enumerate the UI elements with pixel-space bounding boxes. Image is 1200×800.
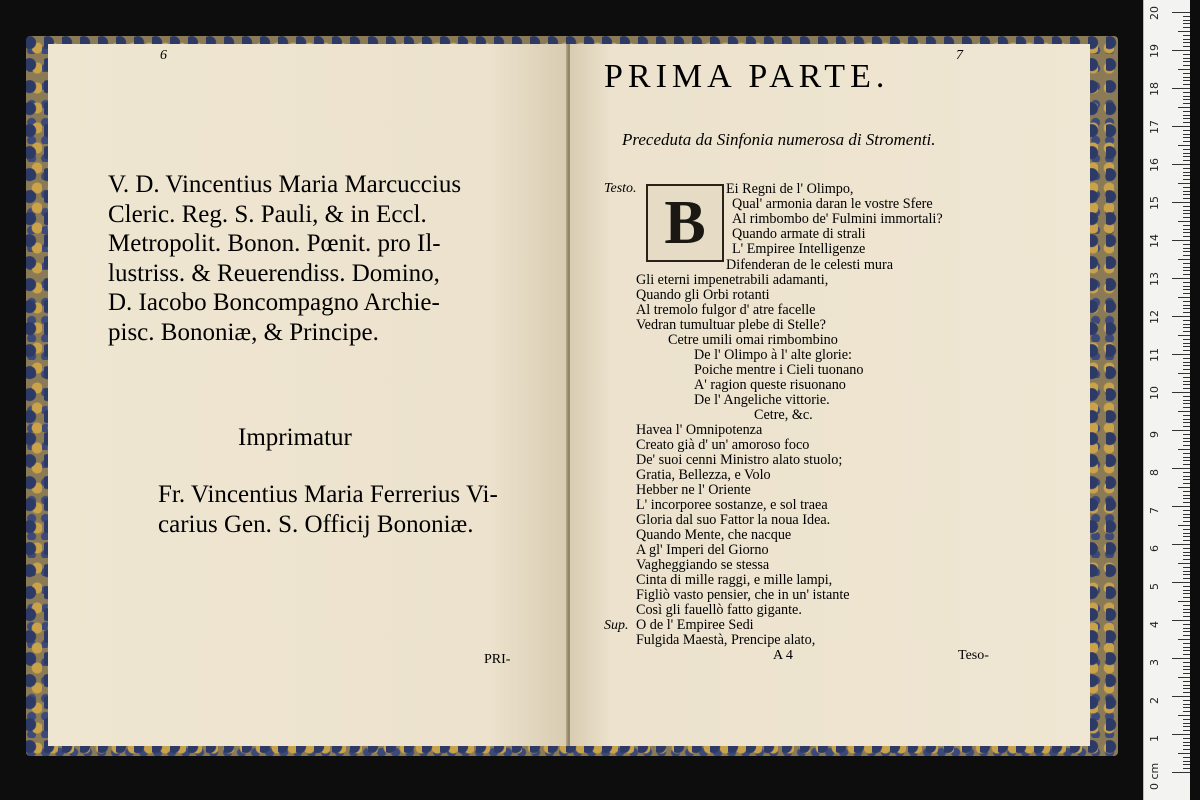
ruler-tick [1178, 753, 1190, 754]
ruler-tick [1183, 103, 1190, 104]
ruler-tick [1183, 571, 1190, 572]
ruler-tick [1183, 719, 1190, 720]
ruler-tick [1183, 631, 1190, 632]
ruler-tick [1178, 525, 1190, 526]
ruler-number: 19 [1148, 44, 1161, 58]
ruler-tick [1183, 365, 1190, 366]
ruler-tick [1183, 289, 1190, 290]
verse-line: Al tremolo fulgor d' atre facelle [636, 302, 816, 318]
ruler-tick [1183, 141, 1190, 142]
ruler-tick [1183, 707, 1190, 708]
ruler-tick [1183, 491, 1190, 492]
verse-line: Gloria dal suo Fattor la noua Idea. [636, 512, 831, 528]
ruler-tick [1183, 80, 1190, 81]
ruler-tick [1183, 669, 1190, 670]
ruler-tick [1178, 639, 1190, 640]
ferrerius-block [158, 480, 558, 540]
ruler-tick [1183, 358, 1190, 359]
ruler-tick [1183, 263, 1190, 264]
ruler-tick [1183, 578, 1190, 579]
verse-line: Gli eterni impenetrabili adamanti, [636, 272, 829, 288]
verse-line: Qual' armonia daran le vostre Sfere [732, 196, 933, 212]
ruler-tick [1183, 20, 1190, 21]
ruler-tick [1183, 730, 1190, 731]
ruler-tick [1183, 92, 1190, 93]
ruler-tick [1183, 453, 1190, 454]
measurement-ruler [1143, 0, 1190, 800]
ruler-number: 16 [1148, 158, 1161, 172]
ruler-number: 17 [1148, 120, 1161, 134]
ruler-tick [1183, 533, 1190, 534]
ruler-tick [1183, 685, 1190, 686]
ruler-tick [1183, 681, 1190, 682]
ruler-tick [1183, 552, 1190, 553]
verse-line: Quando armate di strali [732, 226, 866, 242]
ruler-tick [1183, 168, 1190, 169]
ruler-tick [1183, 464, 1190, 465]
ruler-tick [1178, 563, 1190, 564]
ruler-tick [1183, 605, 1190, 606]
ruler-tick [1183, 495, 1190, 496]
ruler-number: 12 [1148, 310, 1161, 324]
ruler-tick [1183, 111, 1190, 112]
verse-line: Vagheggiando se stessa [636, 557, 770, 573]
verse-line: Quando Mente, che nacque [636, 527, 792, 543]
ruler-tick [1183, 187, 1190, 188]
ruler-tick [1172, 202, 1190, 203]
ruler-tick [1183, 96, 1190, 97]
dedication-block [108, 170, 548, 347]
ruler-number: 2 [1148, 697, 1161, 704]
ruler-tick [1183, 540, 1190, 541]
ruler-tick [1183, 324, 1190, 325]
ruler-tick [1183, 396, 1190, 397]
verse-line: Havea l' Omnipotenza [636, 422, 763, 438]
ruler-tick [1183, 210, 1190, 211]
ruler-tick [1183, 274, 1190, 275]
ruler-tick [1178, 449, 1190, 450]
signature-mark: A 4 [773, 648, 793, 663]
ruler-tick [1172, 240, 1190, 241]
ruler-tick [1183, 688, 1190, 689]
ruler-tick [1183, 369, 1190, 370]
ruler-tick [1172, 278, 1190, 279]
ruler-tick [1183, 400, 1190, 401]
ruler-tick [1183, 757, 1190, 758]
imprimatur-heading: Imprimatur [238, 424, 352, 451]
ruler-tick [1183, 77, 1190, 78]
ruler-tick [1183, 122, 1190, 123]
ruler-tick [1183, 327, 1190, 328]
ruler-tick [1183, 267, 1190, 268]
ruler-tick [1183, 654, 1190, 655]
ruler-number: 4 [1148, 621, 1161, 628]
ruler-tick [1183, 130, 1190, 131]
ruler-tick [1178, 259, 1190, 260]
ruler-tick [1183, 73, 1190, 74]
ferrerius-line: carius Gen. S. Officij Bononiæ. [158, 511, 474, 538]
ruler-tick [1183, 567, 1190, 568]
ruler-number: 5 [1148, 583, 1161, 590]
ruler-tick [1172, 354, 1190, 355]
ruler-tick [1178, 677, 1190, 678]
ruler-tick [1183, 483, 1190, 484]
dedication-line: D. Iacobo Boncompagno Archie- [108, 289, 440, 316]
ruler-tick [1183, 616, 1190, 617]
ruler-tick [1183, 346, 1190, 347]
ruler-tick [1183, 609, 1190, 610]
ruler-tick [1183, 445, 1190, 446]
verse-line: Cinta di mille raggi, e mille lampi, [636, 572, 833, 588]
ruler-tick [1183, 305, 1190, 306]
ruler-tick [1183, 510, 1190, 511]
ruler-tick [1172, 772, 1190, 773]
verse-line: L' incorporee sostanze, e sol traea [636, 497, 828, 513]
verse-line: Così gli fauellò fatto gigante. [636, 602, 802, 618]
ruler-tick [1183, 236, 1190, 237]
ruler-tick [1183, 768, 1190, 769]
decorated-initial: B [646, 184, 724, 262]
ruler-tick [1178, 373, 1190, 374]
ruler-tick [1183, 244, 1190, 245]
ruler-number: 7 [1148, 507, 1161, 514]
ruler-tick [1183, 673, 1190, 674]
ruler-tick [1183, 308, 1190, 309]
ruler-tick [1183, 35, 1190, 36]
ruler-tick [1183, 574, 1190, 575]
ruler-tick [1183, 343, 1190, 344]
ruler-tick [1178, 183, 1190, 184]
ruler-tick [1183, 415, 1190, 416]
part-subtitle: Preceduta da Sinfonia numerosa di Stromenti. [622, 130, 936, 149]
ruler-number: 20 [1148, 6, 1161, 20]
ruler-tick [1183, 434, 1190, 435]
ruler-tick [1183, 749, 1190, 750]
ruler-tick [1183, 647, 1190, 648]
ruler-tick [1172, 12, 1190, 13]
left-page [48, 44, 568, 746]
ruler-tick [1183, 282, 1190, 283]
ruler-tick [1183, 172, 1190, 173]
ruler-tick [1183, 293, 1190, 294]
ruler-tick [1183, 711, 1190, 712]
verse-line: Quando gli Orbi rotanti [636, 287, 770, 303]
verse-line: De l' Olimpo à l' alte glorie: [694, 347, 852, 363]
speaker-label-testo: Testo. [604, 181, 637, 196]
ruler-number: 18 [1148, 82, 1161, 96]
ruler-tick [1183, 255, 1190, 256]
ruler-number: 14 [1148, 234, 1161, 248]
verse-line: Hebber ne l' Oriente [636, 482, 751, 498]
verse-line: Ei Regni de l' Olimpo, [726, 181, 854, 197]
ruler-tick [1183, 118, 1190, 119]
verse-line: Cetre, &c. [754, 407, 813, 423]
ruler-tick [1183, 517, 1190, 518]
ruler-tick [1183, 65, 1190, 66]
ruler-tick [1183, 137, 1190, 138]
ruler-tick [1183, 612, 1190, 613]
ruler-tick [1183, 115, 1190, 116]
ruler-tick [1172, 392, 1190, 393]
ruler-tick [1183, 548, 1190, 549]
ruler-tick [1183, 650, 1190, 651]
dedication-line: pisc. Bononiæ, & Principe. [108, 318, 379, 346]
ruler-tick [1183, 597, 1190, 598]
ruler-tick [1183, 662, 1190, 663]
ruler-tick [1172, 88, 1190, 89]
ruler-tick [1183, 179, 1190, 180]
ruler-tick [1183, 350, 1190, 351]
ruler-tick [1183, 479, 1190, 480]
ruler-tick [1183, 362, 1190, 363]
ruler-tick [1183, 745, 1190, 746]
ruler-tick [1183, 384, 1190, 385]
ruler-tick [1183, 194, 1190, 195]
ruler-tick [1183, 232, 1190, 233]
verse-line: De l' Angeliche vittorie. [694, 392, 830, 408]
ruler-tick [1183, 555, 1190, 556]
ruler-number: 8 [1148, 469, 1161, 476]
ruler-tick [1183, 381, 1190, 382]
ruler-tick [1178, 69, 1190, 70]
verse-line: De' suoi cenni Ministro alato stuolo; [636, 452, 843, 468]
ruler-tick [1183, 46, 1190, 47]
ruler-tick [1183, 320, 1190, 321]
ruler-tick [1178, 145, 1190, 146]
ruler-tick [1183, 84, 1190, 85]
ruler-tick [1183, 156, 1190, 157]
ruler-tick [1172, 582, 1190, 583]
verse-line: A' ragion queste risuonano [694, 377, 846, 393]
ruler-tick [1178, 335, 1190, 336]
ruler-tick [1183, 23, 1190, 24]
ruler-tick [1183, 54, 1190, 55]
right-page-number: 7 [956, 48, 963, 63]
ruler-tick [1183, 388, 1190, 389]
ruler-tick [1172, 468, 1190, 469]
ruler-tick [1183, 761, 1190, 762]
ruler-tick [1183, 628, 1190, 629]
verse-line: Cetre umili omai rimbombino [668, 332, 838, 348]
right-catchword: Teso- [958, 648, 989, 663]
verse-line: Creato già d' un' amoroso foco [636, 437, 810, 453]
ruler-tick [1172, 544, 1190, 545]
ruler-tick [1183, 704, 1190, 705]
verse-line: Difenderan de le celesti mura [726, 257, 894, 273]
ruler-number: 15 [1148, 196, 1161, 210]
ruler-tick [1183, 635, 1190, 636]
ruler-tick [1183, 27, 1190, 28]
ruler-tick [1183, 58, 1190, 59]
ruler-tick [1183, 472, 1190, 473]
ruler-tick [1183, 419, 1190, 420]
ruler-tick [1183, 559, 1190, 560]
part-title: PRIMA PARTE. [604, 58, 890, 95]
ruler-tick [1172, 126, 1190, 127]
ruler-tick [1183, 407, 1190, 408]
speaker-label-sup: Sup. [604, 618, 629, 633]
ruler-tick [1183, 286, 1190, 287]
ruler-tick [1183, 270, 1190, 271]
ruler-tick [1178, 411, 1190, 412]
ruler-tick [1172, 620, 1190, 621]
ruler-tick [1183, 160, 1190, 161]
ruler-tick [1172, 50, 1190, 51]
verse-line: Al rimbombo de' Fulmini immortali? [732, 211, 943, 227]
ruler-tick [1183, 312, 1190, 313]
ruler-tick [1183, 251, 1190, 252]
ferrerius-line: Fr. Vincentius Maria Ferrerius Vi- [158, 481, 498, 508]
ruler-tick [1172, 734, 1190, 735]
ruler-tick [1183, 248, 1190, 249]
verse-line: Gratia, Bellezza, e Volo [636, 467, 771, 483]
ruler-tick [1183, 229, 1190, 230]
ruler-tick [1178, 31, 1190, 32]
ruler-tick [1183, 191, 1190, 192]
ruler-tick [1183, 700, 1190, 701]
ruler-tick [1183, 99, 1190, 100]
ruler-tick [1183, 476, 1190, 477]
ruler-tick [1183, 441, 1190, 442]
dedication-line: Metropolit. Bonon. Pœnit. pro Il- [108, 230, 441, 257]
verse-line: Fulgida Maestà, Prencipe alato, [636, 632, 816, 648]
ruler-tick [1183, 16, 1190, 17]
ruler-tick [1183, 529, 1190, 530]
ruler-tick [1183, 377, 1190, 378]
verse-line: Vedran tumultuar plebe di Stelle? [636, 317, 826, 333]
ruler-tick [1183, 692, 1190, 693]
ruler-tick [1183, 723, 1190, 724]
ruler-tick [1183, 586, 1190, 587]
ruler-tick [1183, 498, 1190, 499]
ruler-tick [1178, 297, 1190, 298]
dedication-line: Cleric. Reg. S. Pauli, & in Eccl. [108, 200, 427, 228]
ruler-tick [1183, 438, 1190, 439]
ruler-tick [1183, 536, 1190, 537]
verse-line: O de l' Empiree Sedi [636, 617, 754, 633]
ruler-number: 9 [1148, 431, 1161, 438]
ruler-number: 10 [1148, 386, 1161, 400]
ruler-tick [1183, 460, 1190, 461]
ruler-tick [1172, 658, 1190, 659]
ruler-tick [1183, 624, 1190, 625]
ruler-tick [1183, 666, 1190, 667]
ruler-tick [1172, 696, 1190, 697]
ruler-tick [1178, 221, 1190, 222]
ruler-tick [1178, 487, 1190, 488]
verse-line: Poiche mentre i Cieli tuonano [694, 362, 864, 378]
ruler-tick [1183, 339, 1190, 340]
ruler-tick [1183, 457, 1190, 458]
ruler-number: 13 [1148, 272, 1161, 286]
ruler-tick [1183, 149, 1190, 150]
ruler-tick [1183, 726, 1190, 727]
ruler-number: 6 [1148, 545, 1161, 552]
ruler-tick [1183, 422, 1190, 423]
ruler-tick [1183, 198, 1190, 199]
ruler-tick [1183, 593, 1190, 594]
ruler-tick [1183, 61, 1190, 62]
verse-line: A gl' Imperi del Giorno [636, 542, 769, 558]
ruler-tick [1183, 213, 1190, 214]
ruler-tick [1183, 521, 1190, 522]
ruler-tick [1183, 643, 1190, 644]
ruler-tick [1178, 107, 1190, 108]
ruler-tick [1178, 601, 1190, 602]
ruler-unit: 0 cm [1148, 762, 1161, 790]
ruler-tick [1183, 175, 1190, 176]
ruler-tick [1172, 506, 1190, 507]
ruler-tick [1183, 403, 1190, 404]
ruler-tick [1183, 764, 1190, 765]
ruler-tick [1183, 134, 1190, 135]
ruler-tick [1183, 514, 1190, 515]
verse-line: L' Empiree Intelligenze [732, 241, 866, 257]
ruler-tick [1183, 39, 1190, 40]
ruler-number: 11 [1148, 348, 1161, 362]
ruler-tick [1172, 316, 1190, 317]
ruler-tick [1183, 153, 1190, 154]
left-catchword: PRI- [484, 652, 511, 667]
ruler-tick [1183, 301, 1190, 302]
left-page-number: 6 [160, 48, 167, 63]
ruler-tick [1183, 217, 1190, 218]
ruler-number: 3 [1148, 659, 1161, 666]
ruler-tick [1172, 164, 1190, 165]
ruler-tick [1183, 42, 1190, 43]
ruler-tick [1172, 430, 1190, 431]
ruler-tick [1183, 742, 1190, 743]
ruler-tick [1183, 206, 1190, 207]
ruler-tick [1183, 331, 1190, 332]
dedication-line: V. D. Vincentius Maria Marcuccius [108, 171, 462, 198]
ruler-tick [1183, 426, 1190, 427]
ruler-number: 1 [1148, 735, 1161, 742]
ruler-tick [1178, 715, 1190, 716]
dedication-line: lustriss. & Reuerendiss. Domino, [108, 259, 440, 287]
ruler-tick [1183, 502, 1190, 503]
ruler-tick [1183, 225, 1190, 226]
ruler-tick [1183, 590, 1190, 591]
ruler-tick [1183, 738, 1190, 739]
verse-line: Figliò vasto pensier, che in un' istante [636, 587, 850, 603]
